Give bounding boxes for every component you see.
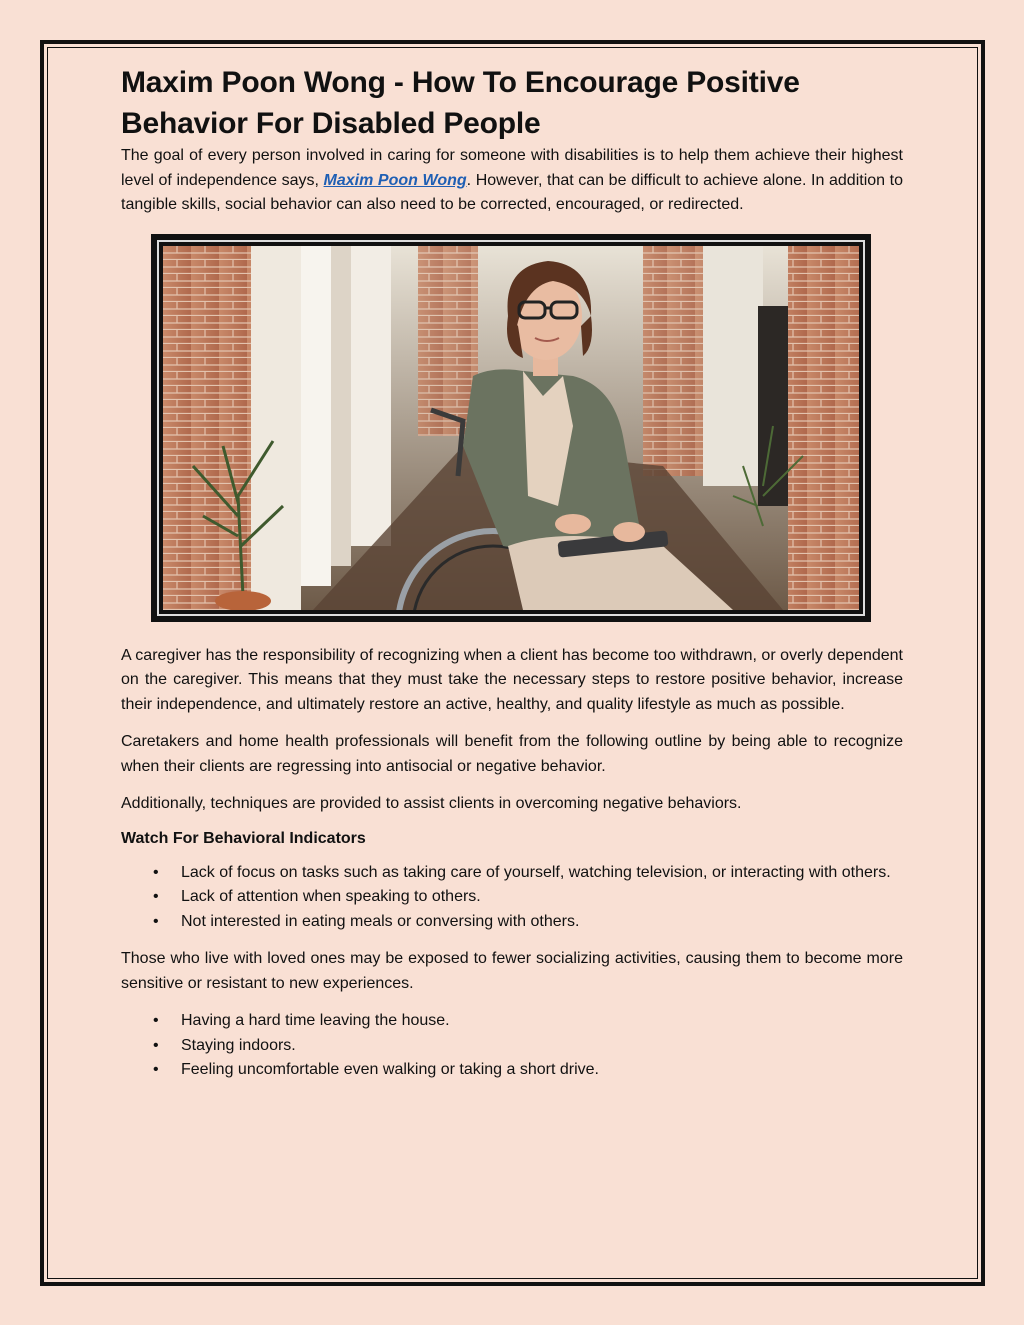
paragraph-techniques: Additionally, techniques are provided to assist clients in overcoming negative behaviors. xyxy=(121,795,742,812)
intro-paragraph xyxy=(121,144,903,218)
list-item-text: Not interested in eating meals or conversing with others. xyxy=(181,912,580,930)
article-body xyxy=(121,644,903,1083)
bullet-icon: • xyxy=(153,912,159,930)
intro-text-after: . However, that can be difficult to achieve alone. In addition to tangible skills, social behavior can also need to be corrected, encouraged, or redirected. xyxy=(121,171,903,213)
bullet-icon: • xyxy=(153,1061,159,1078)
page-title: Maxim Poon Wong - How To Encourage Positive Behavior For Disabled People xyxy=(121,66,800,140)
resistance-list xyxy=(121,1009,903,1083)
paragraph-caretakers: Caretakers and home health professionals will benefit from the following outline by being able to recognize when their clients are regressing into antisocial or negative behavior. xyxy=(121,733,903,775)
bullet-icon: • xyxy=(153,1036,159,1054)
indicator-list xyxy=(121,861,903,935)
list-item-text: Lack of attention when speaking to others. xyxy=(181,888,481,905)
author-link[interactable]: Maxim Poon Wong xyxy=(323,171,467,189)
woman-in-wheelchair-photo xyxy=(163,246,859,610)
list-item-text: Feeling uncomfortable even walking or taking a short drive. xyxy=(181,1061,599,1078)
paragraph-loved-ones: Those who live with loved ones may be exposed to fewer socializing activities, causing them to become more sensitive or resistant to new experiences. xyxy=(121,950,903,992)
document-content xyxy=(121,62,903,1096)
list-item xyxy=(121,1034,903,1059)
list-item xyxy=(121,1009,903,1034)
page-border-shadow-right xyxy=(981,40,983,1286)
list-item xyxy=(121,861,903,886)
page-border-shadow-bottom xyxy=(40,1282,983,1284)
list-item-text: Lack of focus on tasks such as taking care of yourself, watching television, or interacting with others. xyxy=(181,863,891,881)
paragraph-caregiver: A caregiver has the responsibility of recognizing when a client has become too withdrawn, or overly dependent on the caregiver. This means that they must take the necessary steps to restore positive behavior, increase their independence, and ultimately restore an active, healthy, and quality lifestyle as much as possible. xyxy=(121,646,903,713)
section-heading: Watch For Behavioral Indicators xyxy=(121,829,366,847)
bullet-icon: • xyxy=(153,888,159,905)
list-item xyxy=(121,1058,903,1083)
list-item xyxy=(121,910,903,935)
list-item xyxy=(121,885,903,910)
bullet-icon: • xyxy=(153,1012,159,1029)
photo-frame xyxy=(151,234,871,622)
list-item-text: Having a hard time leaving the house. xyxy=(181,1012,450,1029)
bullet-icon: • xyxy=(153,863,159,881)
list-item-text: Staying indoors. xyxy=(181,1036,296,1054)
intro-text-before: The goal of every person involved in caring for someone with disabilities is to help them achieve their highest level of independence says, xyxy=(121,147,903,189)
